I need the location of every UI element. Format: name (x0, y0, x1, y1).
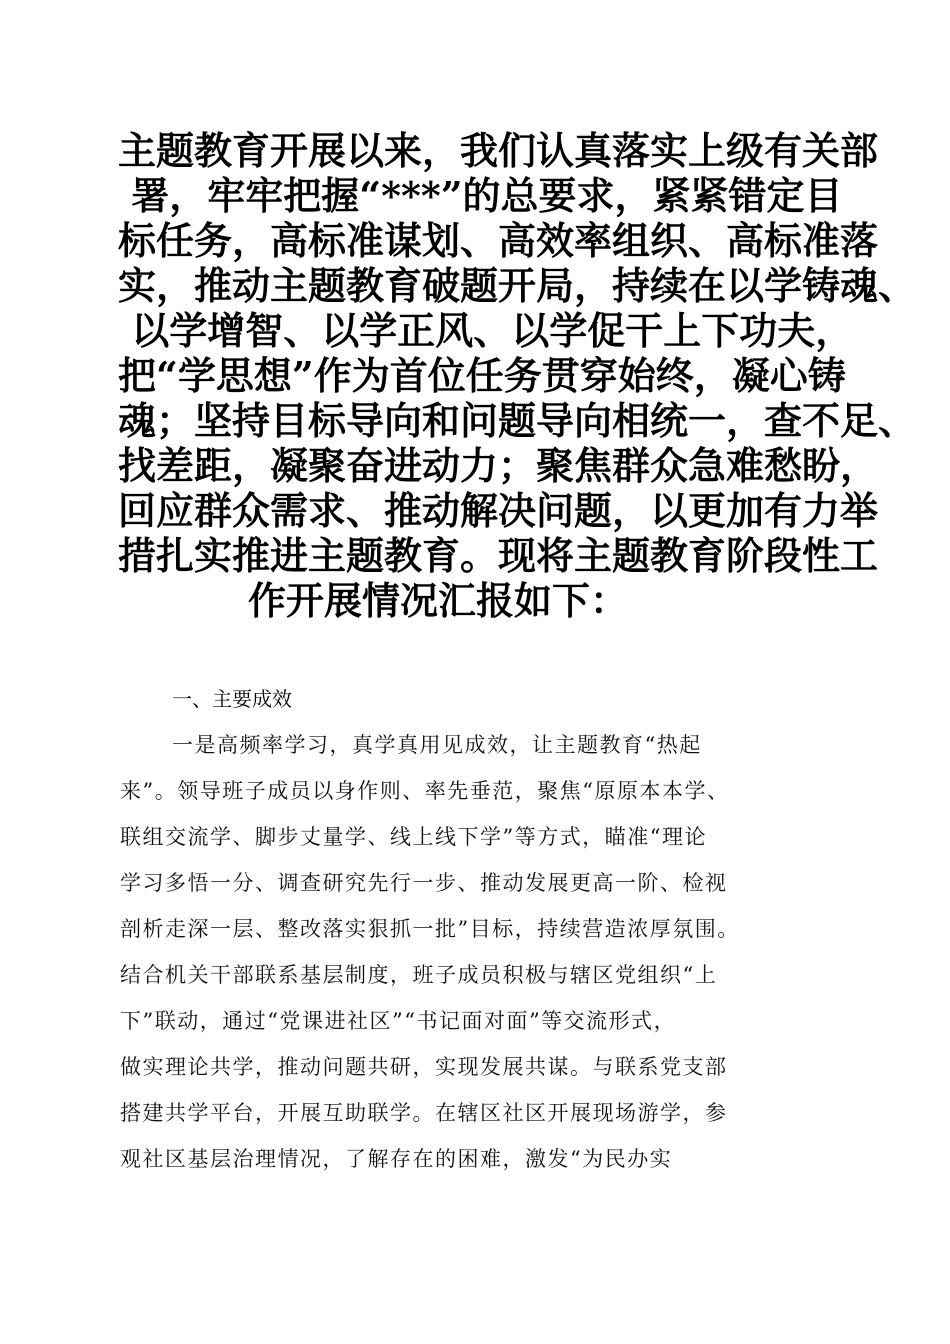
body-line: 来”。领导班子成员以身作则、率先垂范，聚焦“原原本本学、 (120, 779, 730, 803)
intro-line: 以学增智、以学正风、以学促干上下功夫， (118, 308, 854, 353)
intro-paragraph (118, 128, 917, 623)
body-line: 观社区基层治理情况，了解存在的困难，激发“为民办实 (120, 1147, 673, 1171)
intro-line: 回应群众需求、推动解决问题，以更加有力举 (118, 488, 879, 533)
intro-line: 署，牢牢把握“***”的总要求，紧紧错定目 (118, 173, 843, 218)
body-paragraph (120, 730, 840, 1190)
body-line: 结合机关干部联系基层制度，班子成员积极与辖区党组织“上 (120, 963, 718, 987)
intro-line-last: 作开展情况汇报如下： (247, 578, 628, 623)
intro-line: 魂；坚持目标导向和问题导向相统一，查不足、 (118, 398, 917, 443)
body-line: 做实理论共学，推动问题共研，实现发展共谋。与联系党支部 (120, 1055, 728, 1079)
body-line: 搭建共学平台，开展互助联学。在辖区社区开展现场游学，参 (120, 1101, 728, 1125)
body-line: 学习多悟一分、调查研究先行一步、推动发展更高一阶、检视 (120, 871, 728, 895)
intro-line: 标任务，高标准谋划、高效率组织、高标准落 (118, 218, 879, 263)
intro-line: 主题教育开展以来，我们认真落实上级有关部 (118, 128, 879, 173)
section-heading: 一、主要成效 (172, 687, 292, 711)
intro-line: 找差距，凝聚奋进动力；聚焦群众急难愁盼， (118, 443, 879, 488)
body-line: 一是高频率学习，真学真用见成效，让主题教育“热起 (172, 733, 702, 757)
body-line: 联组交流学、脚步丈量学、线上线下学”等方式，瞄准“理论 (120, 825, 707, 849)
body-line: 下”联动，通过“党课进社区”“书记面对面”等交流形式， (120, 1009, 677, 1033)
intro-line: 把“学思想”作为首位任务贯穿始终，凝心铸 (118, 353, 846, 398)
intro-line: 实，推动主题教育破题开局，持续在以学铸魂、 (118, 263, 917, 308)
body-line: 剖析走深一层、整改落实狠抓一批”目标，持续营造浓厚氛围。 (120, 917, 740, 941)
intro-line: 措扎实推进主题教育。现将主题教育阶段性工 (118, 533, 879, 578)
